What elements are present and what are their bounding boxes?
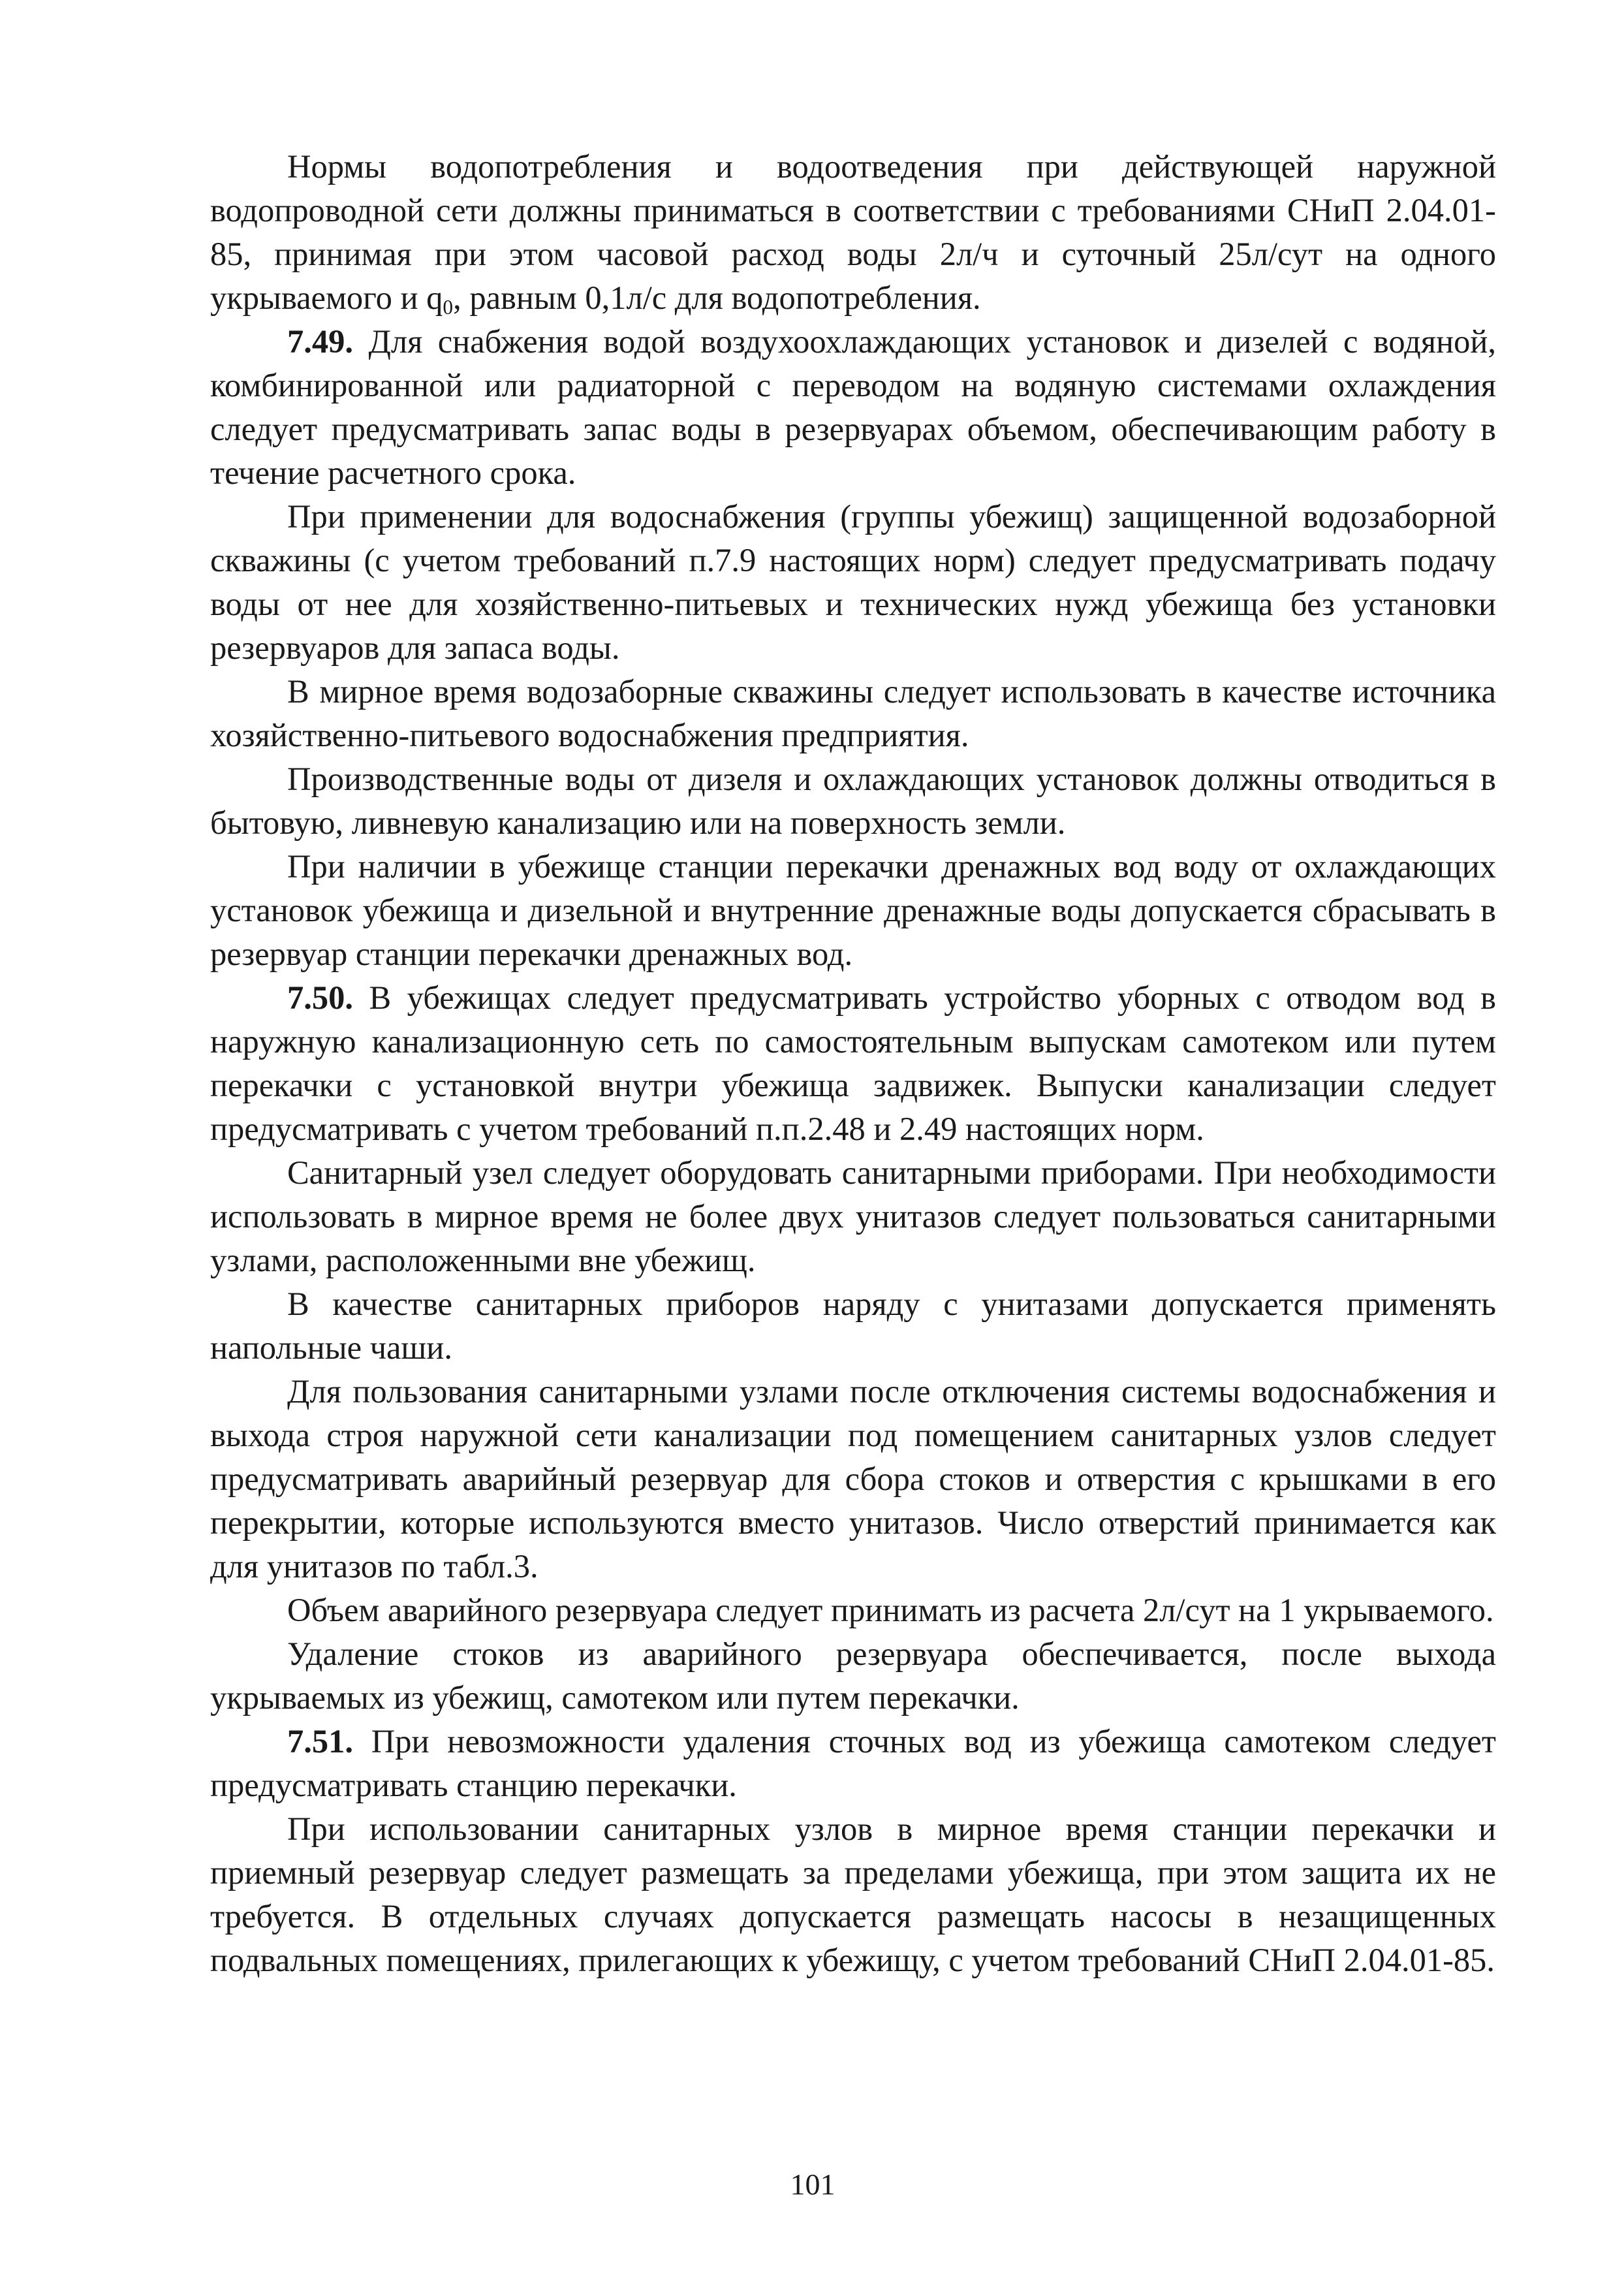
q-subscript: 0: [443, 295, 454, 319]
paragraph: Объем аварийного резервуара следует принимать из расчета 2л/сут на 1 укрываемого.: [287, 1592, 1494, 1628]
section-749-paragraph: [210, 320, 1496, 495]
paragraph: Для пользования санитарными узлами после отключения системы водоснабжения и выхода строя наружной сети канализации под помещением санитарных узлов следует предусматривать аварийный резервуар для сбора стоков и отверстия с крышками в его перекрытии, которые используются вместо унитазов. Число отверстий принимается как для унитазов по табл.3.: [210, 1373, 1496, 1585]
document-body: [210, 145, 1496, 1982]
paragraph: При применении для водоснабжения (группы убежищ) защищенной водозаборной скважины (с учетом требований п.7.9 настоящих норм) следует предусматривать подачу воды от нее для хозяйственно-питьевых и технических нужд убежища без установки резервуаров для запаса воды.: [210, 498, 1496, 666]
paragraph: При использовании санитарных узлов в мирное время станции перекачки и приемный резервуар следует размещать за пределами убежища, при этом защита их не требуется. В отдельных случаях допускается размещать насосы в незащищенных подвальных помещениях, прилегающих к убежищу, с учетом требований СНиП 2.04.01-85.: [210, 1811, 1496, 1978]
intro-paragraph: [210, 145, 1496, 320]
paragraph: В качестве санитарных приборов наряду с унитазами допускается применять напольные чаши.: [210, 1286, 1496, 1366]
page-number: 101: [790, 2168, 835, 2201]
intro-text-before: Нормы водопотребления и водоотведения при действующей наружной водопроводной сети должны приниматься в соответствии с требованиями СНиП 2.04.01-85, принимая при этом часовой расход воды 2л/ч и суточный 25л/сут на одного укрываемого и q: [210, 148, 1496, 316]
section-751-number: 7.51.: [287, 1723, 353, 1760]
paragraph: В мирное время водозаборные скважины следует использовать в качестве источника хозяйственно-питьевого водоснабжения предприятия.: [210, 673, 1496, 753]
section-749-text: Для снабжения водой воздухоохлаждающих установок и дизелей с водяной, комбинированной или радиаторной с переводом на водяную системами охлаждения следует предусматривать запас воды в резервуарах объемом, обеспечивающим работу в течение расчетного срока.: [210, 323, 1496, 491]
paragraph: Санитарный узел следует оборудовать санитарными приборами. При необходимости использовать в мирное время не более двух унитазов следует пользоваться санитарными узлами, расположенными вне убежищ.: [210, 1154, 1496, 1278]
section-751-text: При невозможности удаления сточных вод из убежища самотеком следует предусматривать станцию перекачки.: [210, 1723, 1496, 1803]
paragraph: При наличии в убежище станции перекачки дренажных вод воду от охлаждающих установок убежища и дизельной и внутренние дренажные воды допускается сбрасывать в резервуар станции перекачки дренажных вод.: [210, 848, 1496, 972]
section-751-paragraph: [210, 1720, 1496, 1807]
section-749-number: 7.49.: [287, 323, 353, 360]
section-750-text: В убежищах следует предусматривать устройство уборных с отводом вод в наружную канализационную сеть по самостоятельным выпускам самотеком или путем перекачки с установкой внутри убежища задвижек. Выпуски канализации следует предусматривать с учетом требований п.п.2.48 и 2.49 настоящих норм.: [210, 979, 1496, 1147]
section-750-number: 7.50.: [287, 979, 353, 1016]
section-750-paragraph: [210, 976, 1496, 1151]
paragraph: Удаление стоков из аварийного резервуара обеспечивается, после выхода укрываемых из убежищ, самотеком или путем перекачки.: [210, 1636, 1496, 1716]
paragraph: Производственные воды от дизеля и охлаждающих установок должны отводиться в бытовую, ливневую канализацию или на поверхность земли.: [210, 761, 1496, 841]
intro-text-after: , равным 0,1л/с для водопотребления.: [453, 279, 981, 316]
